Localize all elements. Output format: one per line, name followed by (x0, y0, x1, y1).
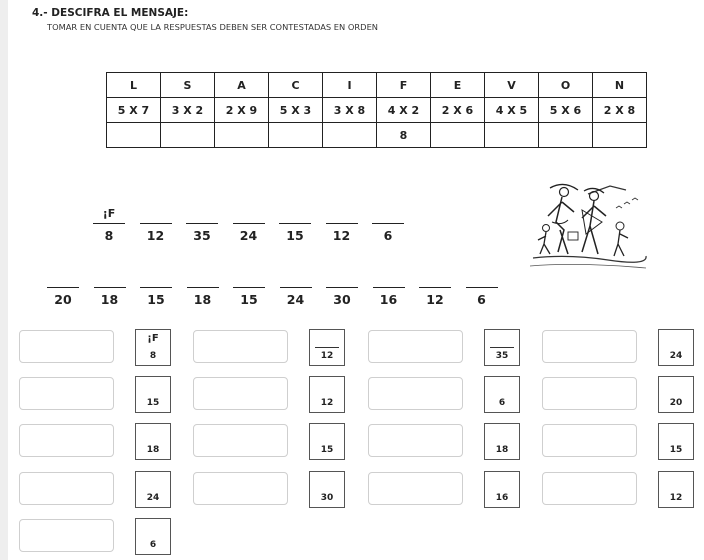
cipher-result-cell[interactable] (107, 123, 161, 148)
message-blank-answer (94, 271, 126, 285)
message-blank-line (47, 287, 79, 288)
tile-number: 18 (146, 445, 160, 455)
message-blank (373, 271, 405, 307)
tile-number: 8 (149, 351, 157, 361)
message-blank (186, 207, 218, 243)
message-blank-answer: ¡F (102, 207, 116, 220)
cipher-result-cell[interactable] (431, 123, 485, 148)
cipher-result-cell[interactable] (485, 123, 539, 148)
answer-drop-box[interactable] (19, 424, 114, 457)
answer-drop-box[interactable] (193, 330, 288, 363)
cipher-result-cell[interactable] (323, 123, 377, 148)
tile-line (315, 347, 339, 348)
tile-number: 6 (149, 540, 157, 550)
cipher-operation-cell: 4 X 5 (485, 98, 539, 123)
message-blank-line (140, 223, 172, 224)
message-blank (47, 271, 79, 307)
cipher-results-row (107, 123, 647, 148)
message-blank-answer (186, 207, 218, 221)
message-blank (419, 271, 451, 307)
tile-number: 16 (495, 493, 509, 503)
message-blank (187, 271, 219, 307)
message-blank (279, 207, 311, 243)
draggable-answer-tile[interactable] (309, 423, 345, 460)
cipher-operations-row (107, 98, 647, 123)
cipher-operation-cell: 3 X 2 (161, 98, 215, 123)
message-blank-number: 20 (54, 292, 72, 307)
message-blank-number: 18 (193, 292, 212, 307)
message-blank-line (419, 287, 451, 288)
answer-drop-box[interactable] (19, 330, 114, 363)
cipher-result-cell[interactable]: 8 (377, 123, 431, 148)
message-blank-line (186, 223, 218, 224)
page-margin (0, 0, 8, 560)
tile-number: 12 (320, 398, 334, 408)
answer-drop-box[interactable] (542, 424, 637, 457)
message-blank-number: 24 (286, 292, 305, 307)
message-blank-answer (466, 271, 498, 285)
message-blank (280, 271, 312, 307)
message-blank-line (187, 287, 219, 288)
cipher-letter-cell: L (107, 73, 161, 98)
answer-drop-box[interactable] (368, 377, 463, 410)
cipher-table (106, 72, 647, 148)
cipher-letter-cell: I (323, 73, 377, 98)
message-blank-line (280, 287, 312, 288)
exercise-instruction: TOMAR EN CUENTA QUE LA RESPUESTAS DEBEN SER CONTESTADAS EN ORDEN (47, 22, 379, 32)
cipher-letter-cell: V (485, 73, 539, 98)
draggable-answer-tile[interactable] (135, 471, 171, 508)
message-blank-number: 15 (240, 292, 258, 307)
draggable-answer-tile[interactable] (484, 376, 520, 413)
tile-number: 12 (669, 493, 683, 503)
message-blank-number: 16 (379, 292, 398, 307)
message-blank-line (233, 287, 265, 288)
cipher-operation-cell: 2 X 6 (431, 98, 485, 123)
message-blank-line (466, 287, 498, 288)
tile-number: 15 (146, 398, 160, 408)
message-blank-number: 30 (333, 292, 351, 307)
answer-drop-box[interactable] (193, 472, 288, 505)
cipher-letter-cell: O (539, 73, 593, 98)
message-blank-number: 18 (100, 292, 119, 307)
message-blank (233, 207, 265, 243)
message-blank-number: 15 (286, 228, 304, 243)
answer-drop-box[interactable] (193, 424, 288, 457)
tile-number: 18 (495, 445, 509, 455)
tile-number: 30 (320, 493, 334, 503)
tile-number: 12 (320, 351, 334, 361)
message-blank-line (93, 223, 125, 224)
tile-line (490, 347, 514, 348)
tile-number: 35 (495, 351, 509, 361)
answer-drop-box[interactable] (19, 472, 114, 505)
message-blank-answer (233, 207, 265, 221)
answer-drop-box[interactable] (368, 472, 463, 505)
message-blank-number: 35 (193, 228, 211, 243)
cipher-operation-cell: 4 X 2 (377, 98, 431, 123)
tile-number: 15 (669, 445, 683, 455)
message-blank-answer (326, 207, 358, 221)
tile-number: 24 (146, 493, 160, 503)
cipher-operation-cell: 5 X 7 (107, 98, 161, 123)
answer-drop-box[interactable] (368, 330, 463, 363)
cipher-result-cell[interactable] (593, 123, 647, 148)
message-blank-answer (373, 271, 405, 285)
message-blank-line (279, 223, 311, 224)
draggable-answer-tile[interactable] (309, 471, 345, 508)
draggable-answer-tile[interactable] (484, 423, 520, 460)
cipher-letters-row (107, 73, 647, 98)
family-walking-illustration (528, 182, 648, 278)
draggable-answer-tile[interactable] (309, 376, 345, 413)
draggable-answer-tile[interactable] (658, 423, 694, 460)
message-blank-number: 15 (147, 292, 165, 307)
cipher-letter-cell: C (269, 73, 323, 98)
message-blank-line (326, 287, 358, 288)
message-blank (94, 271, 126, 307)
message-blank (466, 271, 498, 307)
draggable-answer-tile[interactable] (484, 471, 520, 508)
message-blank-line (326, 223, 358, 224)
tile-number: 6 (498, 398, 506, 408)
message-blank-number: 6 (383, 228, 393, 243)
cipher-letter-cell: E (431, 73, 485, 98)
draggable-answer-tile[interactable] (135, 518, 171, 555)
answer-drop-box[interactable] (368, 424, 463, 457)
message-blank-number: 12 (146, 228, 165, 243)
message-blank (326, 271, 358, 307)
cipher-letter-cell: F (377, 73, 431, 98)
answer-drop-box[interactable] (542, 377, 637, 410)
message-blank-answer (280, 271, 312, 285)
draggable-answer-tile[interactable] (135, 423, 171, 460)
tile-answer: ¡F (147, 333, 159, 344)
cipher-letter-cell: S (161, 73, 215, 98)
answer-drop-box[interactable] (542, 472, 637, 505)
message-blank-line (372, 223, 404, 224)
cipher-result-cell[interactable] (269, 123, 323, 148)
cipher-letter-cell: A (215, 73, 269, 98)
message-blank-line (94, 287, 126, 288)
message-blank (233, 271, 265, 307)
draggable-answer-tile[interactable] (658, 329, 694, 366)
message-blank (372, 207, 404, 243)
cipher-operation-cell: 2 X 9 (215, 98, 269, 123)
cipher-operation-cell: 5 X 3 (269, 98, 323, 123)
message-blank-line (140, 287, 172, 288)
cipher-result-cell[interactable] (161, 123, 215, 148)
cipher-letter-cell: N (593, 73, 647, 98)
draggable-answer-tile[interactable] (658, 471, 694, 508)
cipher-result-cell[interactable] (539, 123, 593, 148)
cipher-operation-cell: 5 X 6 (539, 98, 593, 123)
message-blank (140, 271, 172, 307)
answer-drop-box[interactable] (19, 519, 114, 552)
draggable-answer-tile[interactable] (135, 329, 171, 366)
draggable-answer-tile[interactable] (658, 376, 694, 413)
message-blank-answer (47, 271, 79, 285)
message-blank-number: 12 (332, 228, 351, 243)
message-blank-number: 6 (477, 292, 486, 307)
message-blank-answer (326, 271, 358, 285)
tile-number: 24 (669, 351, 683, 361)
message-blank-answer (372, 207, 404, 221)
message-blank-answer (419, 271, 451, 285)
draggable-answer-tile[interactable] (309, 329, 345, 366)
tile-number: 20 (669, 398, 683, 408)
answer-drop-box[interactable] (19, 377, 114, 410)
message-blank-number: 24 (239, 228, 258, 243)
message-blank (140, 207, 172, 243)
draggable-answer-tile[interactable] (135, 376, 171, 413)
message-blank-line (233, 223, 265, 224)
cipher-operation-cell: 3 X 8 (323, 98, 377, 123)
message-blank-answer (140, 271, 172, 285)
message-blank-line (373, 287, 405, 288)
exercise-title: 4.- DESCIFRA EL MENSAJE: (32, 7, 189, 19)
cipher-operation-cell: 2 X 8 (593, 98, 647, 123)
message-blank-number: 12 (426, 292, 444, 307)
message-blank-answer (140, 207, 172, 221)
draggable-answer-tile[interactable] (484, 329, 520, 366)
cipher-result-cell[interactable] (215, 123, 269, 148)
message-blank-answer (187, 271, 219, 285)
message-blank-answer (233, 271, 265, 285)
answer-drop-box[interactable] (193, 377, 288, 410)
tile-number: 15 (320, 445, 334, 455)
message-blank (93, 207, 125, 243)
message-blank-answer (279, 207, 311, 221)
message-blank-number: 8 (104, 228, 114, 243)
message-blank (326, 207, 358, 243)
answer-drop-box[interactable] (542, 330, 637, 363)
